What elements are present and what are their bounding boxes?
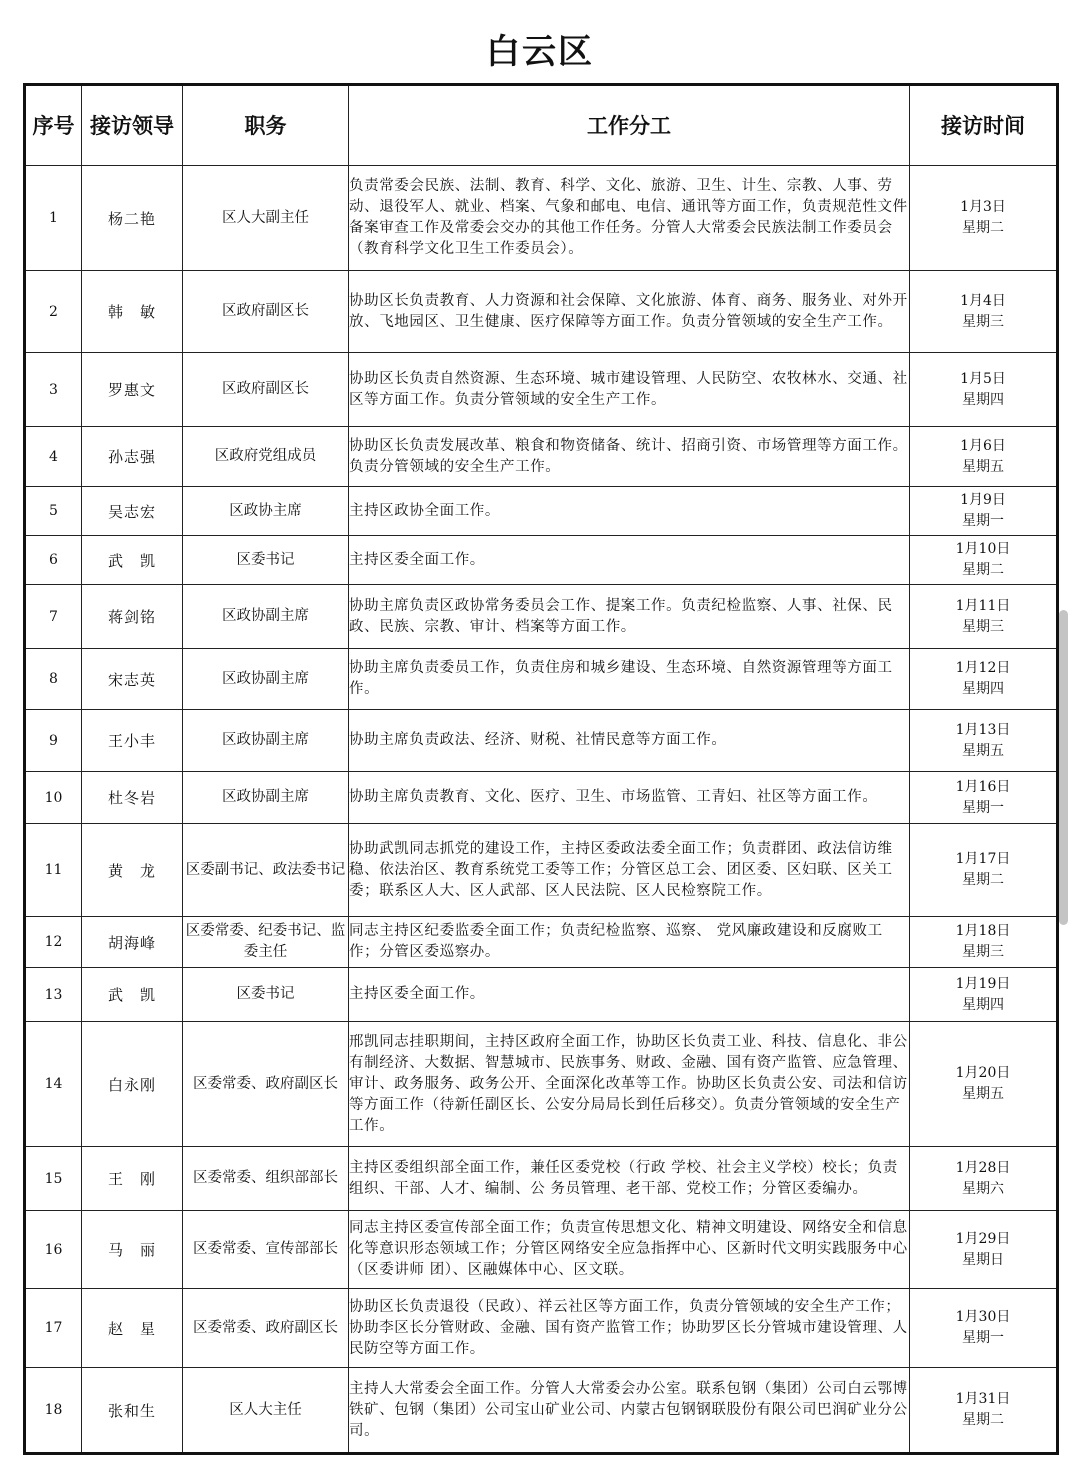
table-row [25,710,1058,772]
row-duties: 协助武凯同志抓党的建设工作，主持区委政法委全面工作；负责群团、政法信访维稳、依法治区、教育系统党工委等工作；分管区总工会、团区委、区妇联、区关工委；联系区人大、区人武部、区人民法院、区人民检察院工作。 [349,824,910,917]
table-row [25,271,1058,353]
row-position: 区委常委、政府副区长 [183,1289,349,1368]
row-weekday: 星期二 [962,220,1004,236]
row-seq: 13 [25,968,82,1022]
table-row [25,536,1058,585]
row-position: 区委常委、纪委书记、监委主任 [183,917,349,968]
row-duties: 同志主持区纪委监委全面工作；负责纪检监察、巡察、 党风廉政建设和反腐败工作；分管区委巡察办。 [349,917,910,968]
row-leader-name: 杜冬岩 [82,772,183,824]
row-reception-time [910,166,1058,271]
row-reception-time [910,824,1058,917]
row-duties: 协助区长负责发展改革、粮食和物资储备、统计、招商引资、市场管理等方面工作。负责分管领域的安全生产工作。 [349,427,910,487]
row-duties: 主持区委组织部全面工作，兼任区委党校（行政 学校、社会主义学校）校长；负责组织、干部、人才、编制、公 务员管理、老干部、党校工作；分管区委编办。 [349,1147,910,1211]
row-position: 区政府副区长 [183,271,349,353]
row-date: 1月18日 [955,923,1011,939]
row-duties: 主持区委全面工作。 [349,968,910,1022]
row-weekday: 星期二 [962,1412,1004,1428]
row-reception-time [910,585,1058,649]
row-reception-time [910,772,1058,824]
table-row [25,824,1058,917]
header-position: 职务 [183,85,349,166]
row-date: 1月16日 [955,778,1011,795]
row-weekday: 星期三 [962,313,1004,330]
row-leader-name: 王小丰 [82,710,183,772]
row-leader-name: 赵 星 [82,1289,183,1368]
row-leader-name: 宋志英 [82,649,183,710]
row-weekday: 星期四 [962,681,1004,697]
row-reception-time [910,1289,1058,1368]
row-duties: 协助区长负责退役（民政）、祥云社区等方面工作，负责分管领域的安全生产工作；协助李区长分管财政、金融、国有资产监管工作；协助罗区长分管城市建设管理、人民防空等方面工作。 [349,1289,910,1368]
row-date: 1月13日 [955,721,1011,738]
row-duties: 主持人大常委会全面工作。分管人大常委会办公室。联系包钢（集团）公司白云鄂博铁矿、包钢（集团）公司宝山矿业公司、内蒙古包钢钢联股份有限公司巴润矿业分公司。 [349,1368,910,1454]
header-row [25,85,1058,166]
row-weekday: 星期四 [962,391,1004,408]
table-row [25,1022,1058,1147]
row-weekday: 星期日 [962,1251,1004,1268]
table-row [25,1368,1058,1454]
row-weekday: 星期四 [962,996,1004,1013]
row-reception-time [910,353,1058,427]
row-duties: 协助区长负责自然资源、生态环境、城市建设管理、人民防空、农牧林水、交通、社区等方面工作。负责分管领域的安全生产工作。 [349,353,910,427]
row-date: 1月29日 [955,1230,1011,1247]
row-leader-name: 杨二艳 [82,166,183,271]
row-reception-time [910,271,1058,353]
row-duties: 协助主席负责委员工作，负责住房和城乡建设、生态环境、自然资源管理等方面工作。 [349,649,910,710]
row-date: 1月31日 [955,1391,1011,1407]
row-weekday: 星期一 [962,799,1004,816]
row-leader-name: 胡海峰 [82,917,183,968]
row-seq: 16 [25,1211,82,1289]
reception-schedule-table [23,83,1059,1455]
row-weekday: 星期一 [962,1330,1004,1346]
row-duties: 负责常委会民族、法制、教育、科学、文化、旅游、卫生、计生、宗教、人事、劳动、退役军人、就业、档案、气象和邮电、电信、通讯等方面工作，负责规范性文件备案审查工作及常委会交办的其他工作任务。分管人大常委会民族法制工作委员会（教育科学文化卫生工作委员会）。 [349,166,910,271]
row-position: 区委常委、宣传部部长 [183,1211,349,1289]
row-position: 区委书记 [183,536,349,585]
row-weekday: 星期二 [962,872,1004,888]
row-leader-name: 白永刚 [82,1022,183,1147]
row-weekday: 星期二 [962,562,1004,578]
row-leader-name: 罗惠文 [82,353,183,427]
row-leader-name: 吴志宏 [82,487,183,536]
row-date: 1月28日 [955,1159,1011,1176]
row-date: 1月12日 [955,660,1011,676]
row-weekday: 星期六 [962,1180,1004,1197]
row-position: 区政协副主席 [183,585,349,649]
scrollbar[interactable] [1059,610,1068,925]
row-position: 区政协主席 [183,487,349,536]
row-duties: 邢凯同志挂职期间，主持区政府全面工作，协助区长负责工业、科技、信息化、非公有制经济、大数据、智慧城市、民族事务、财政、金融、国有资产监管、应急管理、审计、政务服务、政务公开、全面深化改革等工作。协助区长负责公安、司法和信访等方面工作（待新任副区长、公安分局局长到任后移交）。负责分管领域的安全生产工作。 [349,1022,910,1147]
row-position: 区人大副主任 [183,166,349,271]
row-leader-name: 武 凯 [82,968,183,1022]
row-leader-name: 张和生 [82,1368,183,1454]
row-date: 1月6日 [960,437,1006,454]
row-reception-time [910,536,1058,585]
row-leader-name: 蒋剑铭 [82,585,183,649]
row-reception-time [910,917,1058,968]
row-date: 1月19日 [955,975,1011,992]
row-reception-time [910,1211,1058,1289]
row-leader-name: 王 刚 [82,1147,183,1211]
header-duties: 工作分工 [349,85,910,166]
row-date: 1月30日 [955,1309,1011,1325]
row-seq: 17 [25,1289,82,1368]
row-position: 区委常委、政府副区长 [183,1022,349,1147]
row-date: 1月3日 [960,199,1006,215]
table-row [25,353,1058,427]
row-weekday: 星期五 [962,742,1004,759]
row-seq: 1 [25,166,82,271]
row-date: 1月5日 [960,370,1006,387]
row-leader-name: 黄 龙 [82,824,183,917]
row-leader-name: 孙志强 [82,427,183,487]
row-seq: 18 [25,1368,82,1454]
row-position: 区政协副主席 [183,772,349,824]
row-duties: 同志主持区委宣传部全面工作；负责宣传思想文化、精神文明建设、网络安全和信息化等意识形态领域工作；分管区网络安全应急指挥中心、区新时代文明实践服务中心（区委讲师 团）、区融媒体中心、区文联。 [349,1211,910,1289]
table-row [25,1211,1058,1289]
row-reception-time [910,487,1058,536]
row-leader-name: 武 凯 [82,536,183,585]
row-date: 1月4日 [960,292,1006,309]
row-seq: 8 [25,649,82,710]
header-seq: 序号 [25,85,82,166]
row-weekday: 星期三 [962,944,1004,960]
row-seq: 10 [25,772,82,824]
row-seq: 7 [25,585,82,649]
table-row [25,649,1058,710]
row-duties: 协助主席负责教育、文化、医疗、卫生、市场监管、工青妇、社区等方面工作。 [349,772,910,824]
row-position: 区人大主任 [183,1368,349,1454]
table-row [25,1289,1058,1368]
row-position: 区政协副主席 [183,710,349,772]
row-reception-time [910,649,1058,710]
row-position: 区委书记 [183,968,349,1022]
row-date: 1月10日 [955,541,1011,557]
row-position: 区委常委、组织部部长 [183,1147,349,1211]
row-date: 1月9日 [960,492,1006,508]
table-row [25,487,1058,536]
row-seq: 11 [25,824,82,917]
table-row [25,1147,1058,1211]
row-weekday: 星期五 [962,458,1004,475]
row-reception-time [910,1368,1058,1454]
row-seq: 9 [25,710,82,772]
row-date: 1月17日 [955,851,1011,867]
row-reception-time [910,710,1058,772]
row-seq: 15 [25,1147,82,1211]
table-row [25,166,1058,271]
row-weekday: 星期一 [962,513,1004,529]
row-reception-time [910,427,1058,487]
row-seq: 3 [25,353,82,427]
row-leader-name: 韩 敏 [82,271,183,353]
row-position: 区政府党组成员 [183,427,349,487]
row-duties: 主持区委全面工作。 [349,536,910,585]
row-reception-time [910,968,1058,1022]
row-seq: 5 [25,487,82,536]
table-row [25,968,1058,1022]
row-seq: 6 [25,536,82,585]
page-title: 白云区 [486,32,594,72]
header-time: 接访时间 [910,85,1058,166]
table-row [25,585,1058,649]
row-leader-name: 马 丽 [82,1211,183,1289]
table-row [25,917,1058,968]
row-seq: 4 [25,427,82,487]
row-seq: 12 [25,917,82,968]
row-weekday: 星期五 [962,1086,1004,1102]
row-position: 区政协副主席 [183,649,349,710]
row-date: 1月11日 [955,597,1011,614]
table-row [25,772,1058,824]
row-reception-time [910,1022,1058,1147]
row-seq: 2 [25,271,82,353]
table-row [25,427,1058,487]
row-reception-time [910,1147,1058,1211]
header-leader: 接访领导 [82,85,183,166]
row-seq: 14 [25,1022,82,1147]
row-weekday: 星期三 [962,618,1004,635]
row-duties: 协助主席负责政法、经济、财税、社情民意等方面工作。 [349,710,910,772]
row-duties: 主持区政协全面工作。 [349,487,910,536]
row-position: 区委副书记、政法委书记 [183,824,349,917]
row-duties: 协助区长负责教育、人力资源和社会保障、文化旅游、体育、商务、服务业、对外开放、飞地园区、卫生健康、医疗保障等方面工作。负责分管领域的安全生产工作。 [349,271,910,353]
row-duties: 协助主席负责区政协常务委员会工作、提案工作。负责纪检监察、人事、社保、民政、民族、宗教、审计、档案等方面工作。 [349,585,910,649]
row-date: 1月20日 [955,1065,1011,1081]
row-position: 区政府副区长 [183,353,349,427]
